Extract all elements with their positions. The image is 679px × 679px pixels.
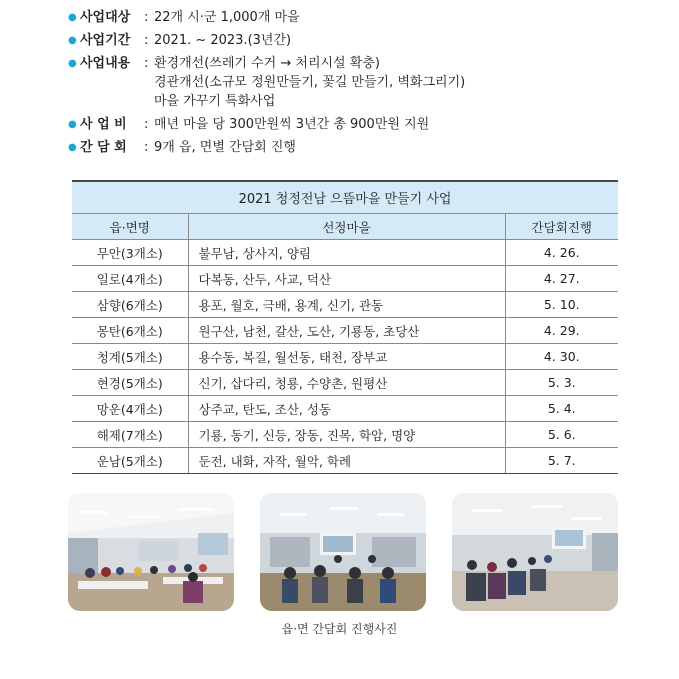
villages-cell: 원구산, 남천, 갈산, 도산, 기룡동, 초당산 (188, 318, 505, 344)
info-value: 22개 시·군 1,000개 마을 (154, 10, 300, 25)
date-cell: 4. 26. (505, 240, 618, 266)
info-value: 매년 마을 당 300만원씩 3년간 총 900만원 지원 (154, 117, 430, 132)
villages-cell: 기룡, 동기, 신등, 장동, 진목, 학암, 명양 (188, 422, 505, 448)
column-header-villages: 선정마을 (188, 214, 505, 240)
date-cell: 5. 7. (505, 448, 618, 474)
villages-cell: 용수동, 복길, 월선동, 태천, 장부교 (188, 344, 505, 370)
table-row (72, 318, 618, 344)
bullet-icon: ● (68, 142, 77, 153)
info-value: 환경개선(쓰레기 수거 → 처리시설 확충) 경관개선(소규모 정원만들기, 꽃길 만들기, 벽화그리기) 마을 가꾸기 특화사업 (154, 56, 466, 109)
villages-cell: 상주교, 탄도, 조산, 성동 (188, 396, 505, 422)
township-cell: 무안(3개소) (72, 240, 188, 266)
villages-cell: 용포, 월호, 극배, 용계, 신기, 관동 (188, 292, 505, 318)
villages-cell: 신기, 삽다리, 청룡, 수양촌, 원평산 (188, 370, 505, 396)
table-row (72, 448, 618, 474)
village-table (72, 180, 618, 474)
info-label: 사업내용 (80, 56, 131, 71)
column-header-township: 읍·면명 (72, 214, 188, 240)
date-cell: 5. 3. (505, 370, 618, 396)
table-row (72, 396, 618, 422)
meeting-photos (68, 493, 620, 615)
bullet-icon: ● (68, 58, 77, 69)
table-title: 2021 청정전남 으뜸마을 만들기 사업 (72, 181, 618, 214)
township-cell: 현경(5개소) (72, 370, 188, 396)
info-item-target: ● 사업대상 : 22개 시·군 1,000개 마을 (68, 10, 300, 25)
info-label: 간 담 회 (80, 140, 127, 155)
table-row (72, 370, 618, 396)
villages-cell: 불무남, 상사지, 양림 (188, 240, 505, 266)
township-cell: 해제(7개소) (72, 422, 188, 448)
info-item-meeting: ● 간 담 회 : 9개 읍, 면별 간담회 진행 (68, 140, 296, 155)
info-label: 사업대상 (80, 10, 131, 25)
villages-cell: 다복동, 산두, 사교, 덕산 (188, 266, 505, 292)
date-cell: 5. 10. (505, 292, 618, 318)
meeting-photo-1 (68, 493, 234, 611)
info-item-period: ● 사업기간 : 2021. ~ 2023.(3년간) (68, 33, 292, 48)
info-value: 2021. ~ 2023.(3년간) (154, 33, 292, 48)
info-item-content: ● 사업내용 : 환경개선(쓰레기 수거 → 처리시설 확충) 경관개선(소규모 정원만들기, 꽃길 만들기, 벽화그리기) 마을 가꾸기 특화사업 (68, 56, 466, 109)
info-label: 사업기간 (80, 33, 131, 48)
info-label: 사 업 비 (80, 117, 127, 132)
info-value: 9개 읍, 면별 간담회 진행 (154, 140, 296, 155)
meeting-photo-2 (260, 493, 426, 611)
villages-cell: 둔전, 내화, 자작, 월악, 학례 (188, 448, 505, 474)
photo-caption: 읍·면 간담회 진행사진 (281, 622, 398, 636)
township-cell: 청계(5개소) (72, 344, 188, 370)
township-cell: 운남(5개소) (72, 448, 188, 474)
project-info-list (68, 8, 668, 161)
date-cell: 5. 6. (505, 422, 618, 448)
date-cell: 4. 30. (505, 344, 618, 370)
column-header-meeting-date: 간담회진행 (505, 214, 618, 240)
table-row (72, 344, 618, 370)
township-cell: 몽탄(6개소) (72, 318, 188, 344)
info-item-budget: ● 사 업 비 : 매년 마을 당 300만원씩 3년간 총 900만원 지원 (68, 117, 430, 132)
date-cell: 4. 29. (505, 318, 618, 344)
township-cell: 망운(4개소) (72, 396, 188, 422)
date-cell: 5. 4. (505, 396, 618, 422)
township-cell: 일로(4개소) (72, 266, 188, 292)
bullet-icon: ● (68, 35, 77, 46)
township-cell: 삼향(6개소) (72, 292, 188, 318)
bullet-icon: ● (68, 12, 77, 23)
meeting-photo-3 (452, 493, 618, 611)
table-row (72, 240, 618, 266)
date-cell: 4. 27. (505, 266, 618, 292)
bullet-icon: ● (68, 119, 77, 130)
table-row (72, 292, 618, 318)
table-row (72, 422, 618, 448)
table-row (72, 266, 618, 292)
